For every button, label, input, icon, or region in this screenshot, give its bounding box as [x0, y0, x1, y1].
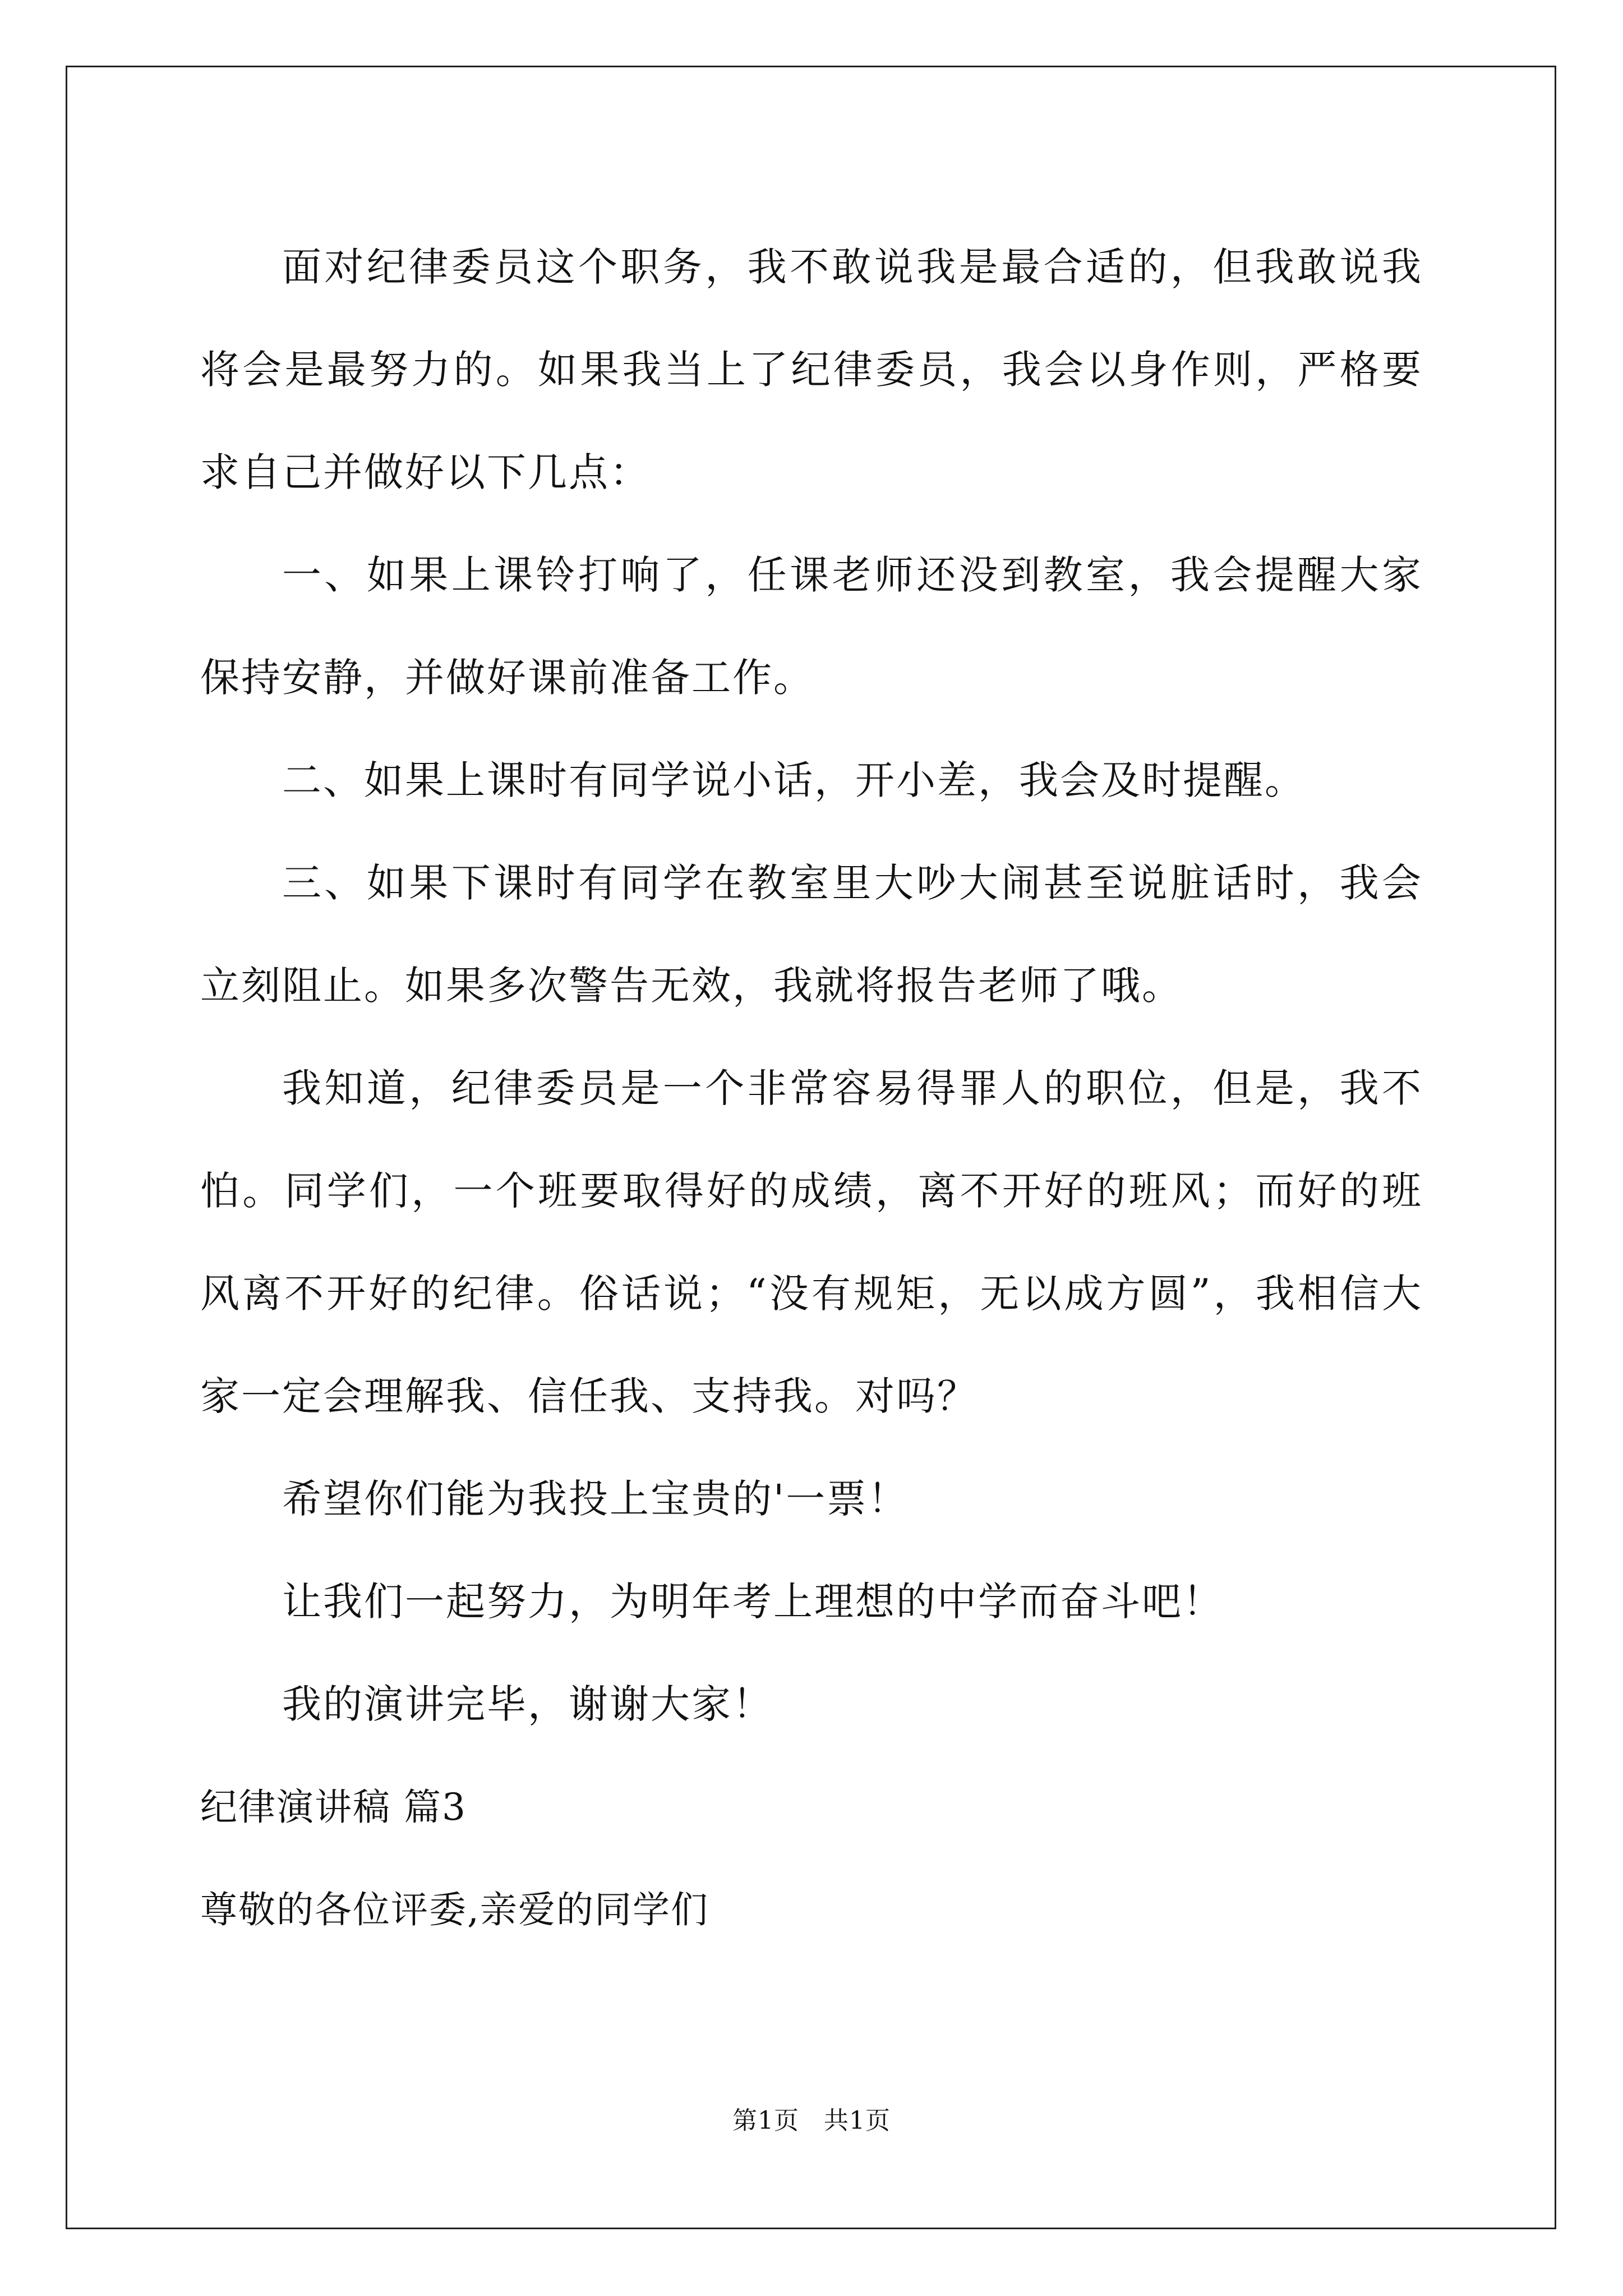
paragraph-point-3: 三、如果下课时有同学在教室里大吵大闹甚至说脏话时，我会立刻阻止。如果多次警告无效，我就将报告老师了哦。	[200, 860, 1423, 1009]
paragraph-vote-request: 希望你们能为我投上宝贵的'一票！	[282, 1476, 909, 1522]
paragraph-encouragement: 让我们一起努力，为明年考上理想的中学而奋斗吧！	[282, 1579, 1224, 1625]
salutation: 尊敬的各位评委,亲爱的同学们	[200, 1888, 709, 1931]
section-heading: 纪律演讲稿 篇3	[200, 1786, 467, 1829]
document-body	[200, 216, 1423, 1961]
paragraph-point-2: 二、如果上课时有同学说小话，开小差，我会及时提醒。	[282, 757, 1306, 803]
paragraph-intro: 面对纪律委员这个职务，我不敢说我是最合适的，但我敢说我将会是最努力的。如果我当上了纪律委员，我会以身作则，严格要求自己并做好以下几点：	[200, 244, 1423, 495]
paragraph-point-1: 一、如果上课铃打响了，任课老师还没到教室，我会提醒大家保持安静，并做好课前准备工作。	[200, 552, 1423, 701]
page-number: 第1页	[732, 2106, 799, 2135]
page-footer	[0, 2100, 1623, 2136]
paragraph-discipline: 我知道，纪律委员是一个非常容易得罪人的职位，但是，我不怕。同学们，一个班要取得好的成绩，离不开好的班风；而好的班风离不开好的纪律。俗话说；“没有规矩，无以成方圆”，我相信大家一定会理解我、信任我、支持我。对吗？	[200, 1065, 1423, 1419]
page-total: 共1页	[824, 2106, 891, 2135]
paragraph-closing: 我的演讲完毕，谢谢大家！	[282, 1681, 773, 1727]
